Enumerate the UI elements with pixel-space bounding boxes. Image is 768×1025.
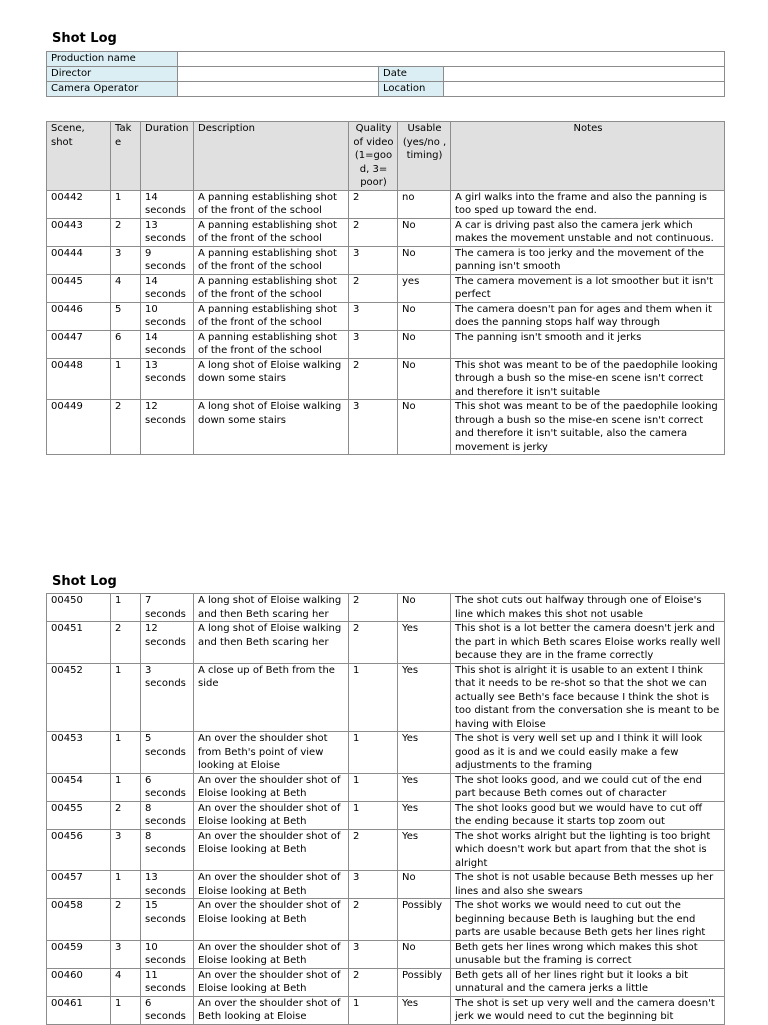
cell-notes: A girl walks into the frame and also the panning is too sped up toward the end. [451,190,725,218]
cell-usable: Yes [398,829,451,871]
table-row [47,594,725,622]
cell-scene: 00455 [47,801,111,829]
cell-usable: No [398,871,451,899]
table-row [47,330,725,358]
cell-usable: No [398,594,451,622]
cell-quality: 2 [349,622,398,664]
date-field[interactable] [444,67,725,82]
cell-duration: 8 seconds [141,829,194,871]
header-description: Description [194,122,349,191]
cell-usable: Yes [398,801,451,829]
cell-take: 1 [111,996,141,1024]
cell-quality: 3 [349,302,398,330]
cell-usable: Yes [398,773,451,801]
shot-log-table [46,121,725,455]
cell-take: 1 [111,358,141,400]
camera-operator-row [47,82,725,97]
cell-notes: The shot cuts out halfway through one of Eloise's line which makes this shot not usable [451,594,725,622]
cell-scene: 00454 [47,773,111,801]
cell-scene: 00444 [47,246,111,274]
cell-notes: This shot was meant to be of the paedophile looking through a bush so the mise-en scene isn't correct and therefore it isn't suitable, also the camera movement is jerky [451,400,725,455]
cell-usable: No [398,400,451,455]
cell-take: 3 [111,829,141,871]
cell-scene: 00457 [47,871,111,899]
cell-notes: The panning isn't smooth and it jerks [451,330,725,358]
cell-usable: Yes [398,996,451,1024]
cell-notes: Beth gets her lines wrong which makes this shot unusable but the framing is correct [451,940,725,968]
cell-duration: 14 seconds [141,330,194,358]
cell-notes: The shot works alright but the lighting is too bright which doesn't work but apart from that the shot is alright [451,829,725,871]
location-field[interactable] [444,82,725,97]
cell-description: An over the shoulder shot of Eloise looking at Beth [194,968,349,996]
cell-usable: No [398,330,451,358]
cell-description: A long shot of Eloise walking and then Beth scaring her [194,594,349,622]
cell-duration: 14 seconds [141,274,194,302]
cell-notes: The shot looks good but we would have to cut off the ending because it starts top zoom out [451,801,725,829]
production-name-label: Production name [47,52,178,67]
cell-description: An over the shoulder shot of Beth looking at Eloise [194,996,349,1024]
cell-take: 4 [111,968,141,996]
cell-scene: 00442 [47,190,111,218]
cell-usable: No [398,218,451,246]
cell-scene: 00448 [47,358,111,400]
cell-notes: The shot is set up very well and the camera doesn't jerk we would need to cut the beginning bit [451,996,725,1024]
cell-scene: 00447 [47,330,111,358]
cell-quality: 1 [349,801,398,829]
header-notes: Notes [451,122,725,191]
cell-description: An over the shoulder shot of Eloise looking at Beth [194,801,349,829]
cell-take: 2 [111,899,141,941]
cell-description: A panning establishing shot of the front of the school [194,302,349,330]
cell-take: 5 [111,302,141,330]
location-label: Location [379,82,444,97]
table-row [47,218,725,246]
cell-scene: 00445 [47,274,111,302]
table-row [47,358,725,400]
cell-take: 3 [111,940,141,968]
cell-quality: 2 [349,594,398,622]
cell-take: 1 [111,732,141,774]
table-row [47,302,725,330]
page-title-2: Shot Log [52,574,117,589]
cell-notes: The camera is too jerky and the movement of the panning isn't smooth [451,246,725,274]
table-row [47,246,725,274]
cell-duration: 7 seconds [141,594,194,622]
cell-duration: 5 seconds [141,732,194,774]
table-row [47,968,725,996]
header-scene: Scene, shot [47,122,111,191]
production-info-table [46,51,725,97]
table-row [47,773,725,801]
cell-usable: Yes [398,622,451,664]
cell-quality: 1 [349,732,398,774]
cell-quality: 1 [349,773,398,801]
header-usable: Usable (yes/no , timing) [398,122,451,191]
cell-scene: 00451 [47,622,111,664]
cell-take: 1 [111,190,141,218]
cell-description: A panning establishing shot of the front of the school [194,218,349,246]
cell-quality: 1 [349,996,398,1024]
cell-quality: 3 [349,871,398,899]
cell-duration: 3 seconds [141,663,194,732]
cell-scene: 00461 [47,996,111,1024]
cell-scene: 00452 [47,663,111,732]
cell-quality: 2 [349,899,398,941]
cell-take: 2 [111,218,141,246]
cell-quality: 2 [349,358,398,400]
cell-quality: 3 [349,330,398,358]
table-row [47,871,725,899]
header-take: Take [111,122,141,191]
table-row [47,190,725,218]
cell-description: An over the shoulder shot of Eloise looking at Beth [194,871,349,899]
table-row [47,732,725,774]
table-row [47,899,725,941]
cell-usable: No [398,358,451,400]
cell-take: 1 [111,663,141,732]
cell-take: 2 [111,622,141,664]
cell-description: A close up of Beth from the side [194,663,349,732]
cell-quality: 2 [349,218,398,246]
cell-notes: The shot looks good, and we could cut of the end part because Beth comes out of character [451,773,725,801]
cell-duration: 13 seconds [141,871,194,899]
cell-description: An over the shoulder shot of Eloise looking at Beth [194,899,349,941]
cell-quality: 3 [349,246,398,274]
table-row [47,622,725,664]
cell-notes: This shot is alright it is usable to an extent I think that it needs to be re-shot so that the shot we can actually see Beth's face because I think the shot is too distant from the conversation she is meant to be having with Eloise [451,663,725,732]
director-label: Director [47,67,178,82]
cell-take: 2 [111,400,141,455]
cell-duration: 13 seconds [141,358,194,400]
camera-operator-label: Camera Operator [47,82,178,97]
page-title: Shot Log [52,31,117,46]
cell-duration: 6 seconds [141,773,194,801]
cell-duration: 15 seconds [141,899,194,941]
camera-operator-field[interactable] [178,82,379,97]
table-row [47,400,725,455]
director-row [47,67,725,82]
cell-usable: no [398,190,451,218]
table-row [47,940,725,968]
header-duration: Duration [141,122,194,191]
production-name-row [47,52,725,67]
cell-scene: 00450 [47,594,111,622]
cell-duration: 6 seconds [141,996,194,1024]
cell-duration: 10 seconds [141,302,194,330]
cell-scene: 00456 [47,829,111,871]
cell-description: An over the shoulder shot of Eloise looking at Beth [194,773,349,801]
cell-quality: 2 [349,829,398,871]
cell-notes: The shot works we would need to cut out the beginning because Beth is laughing but the end parts are usable because Beth gets her lines right [451,899,725,941]
cell-duration: 11 seconds [141,968,194,996]
cell-duration: 12 seconds [141,400,194,455]
cell-description: An over the shoulder shot from Beth's point of view looking at Eloise [194,732,349,774]
cell-usable: yes [398,274,451,302]
cell-quality: 3 [349,940,398,968]
table-row [47,829,725,871]
shot-log-header-row [47,122,725,191]
cell-duration: 13 seconds [141,218,194,246]
cell-scene: 00453 [47,732,111,774]
cell-usable: No [398,302,451,330]
cell-description: A panning establishing shot of the front of the school [194,274,349,302]
header-quality: Quality of video (1=good, 3= poor) [349,122,398,191]
cell-description: A long shot of Eloise walking down some stairs [194,400,349,455]
cell-notes: The camera movement is a lot smoother but it isn't perfect [451,274,725,302]
cell-take: 6 [111,330,141,358]
cell-duration: 10 seconds [141,940,194,968]
cell-usable: Possibly [398,968,451,996]
cell-scene: 00449 [47,400,111,455]
cell-scene: 00459 [47,940,111,968]
cell-duration: 12 seconds [141,622,194,664]
table-row [47,274,725,302]
shot-log-table-2 [46,593,725,1025]
cell-scene: 00458 [47,899,111,941]
cell-description: A panning establishing shot of the front of the school [194,330,349,358]
cell-duration: 14 seconds [141,190,194,218]
cell-description: An over the shoulder shot of Eloise looking at Beth [194,940,349,968]
cell-take: 4 [111,274,141,302]
cell-quality: 1 [349,663,398,732]
table-row [47,801,725,829]
cell-usable: Possibly [398,899,451,941]
cell-usable: No [398,940,451,968]
cell-take: 3 [111,246,141,274]
cell-description: An over the shoulder shot of Eloise looking at Beth [194,829,349,871]
cell-quality: 2 [349,968,398,996]
cell-notes: This shot was meant to be of the paedophile looking through a bush so the mise-en scene isn't correct and therefore it isn't suitable [451,358,725,400]
cell-take: 1 [111,773,141,801]
cell-scene: 00446 [47,302,111,330]
director-field[interactable] [178,67,379,82]
cell-take: 1 [111,871,141,899]
cell-quality: 3 [349,400,398,455]
table-row [47,663,725,732]
production-name-field[interactable] [178,52,725,67]
table-row [47,996,725,1024]
cell-duration: 9 seconds [141,246,194,274]
cell-usable: Yes [398,663,451,732]
cell-take: 2 [111,801,141,829]
cell-usable: No [398,246,451,274]
cell-notes: The camera doesn't pan for ages and them when it does the panning stops half way through [451,302,725,330]
cell-description: A panning establishing shot of the front of the school [194,246,349,274]
cell-scene: 00443 [47,218,111,246]
cell-notes: This shot is a lot better the camera doesn't jerk and the part in which Beth scares Eloise works really well because they are in the frame correctly [451,622,725,664]
cell-notes: The shot is very well set up and I think it will look good as it is and we could easily make a few adjustments to the framing [451,732,725,774]
cell-usable: Yes [398,732,451,774]
cell-notes: The shot is not usable because Beth messes up her lines and also she swears [451,871,725,899]
cell-notes: Beth gets all of her lines right but it looks a bit unnatural and the camera jerks a little [451,968,725,996]
cell-scene: 00460 [47,968,111,996]
cell-take: 1 [111,594,141,622]
cell-quality: 2 [349,190,398,218]
cell-description: A long shot of Eloise walking down some stairs [194,358,349,400]
date-label: Date [379,67,444,82]
cell-description: A panning establishing shot of the front of the school [194,190,349,218]
cell-description: A long shot of Eloise walking and then Beth scaring her [194,622,349,664]
cell-notes: A car is driving past also the camera jerk which makes the movement unstable and not continuous. [451,218,725,246]
cell-quality: 2 [349,274,398,302]
cell-duration: 8 seconds [141,801,194,829]
